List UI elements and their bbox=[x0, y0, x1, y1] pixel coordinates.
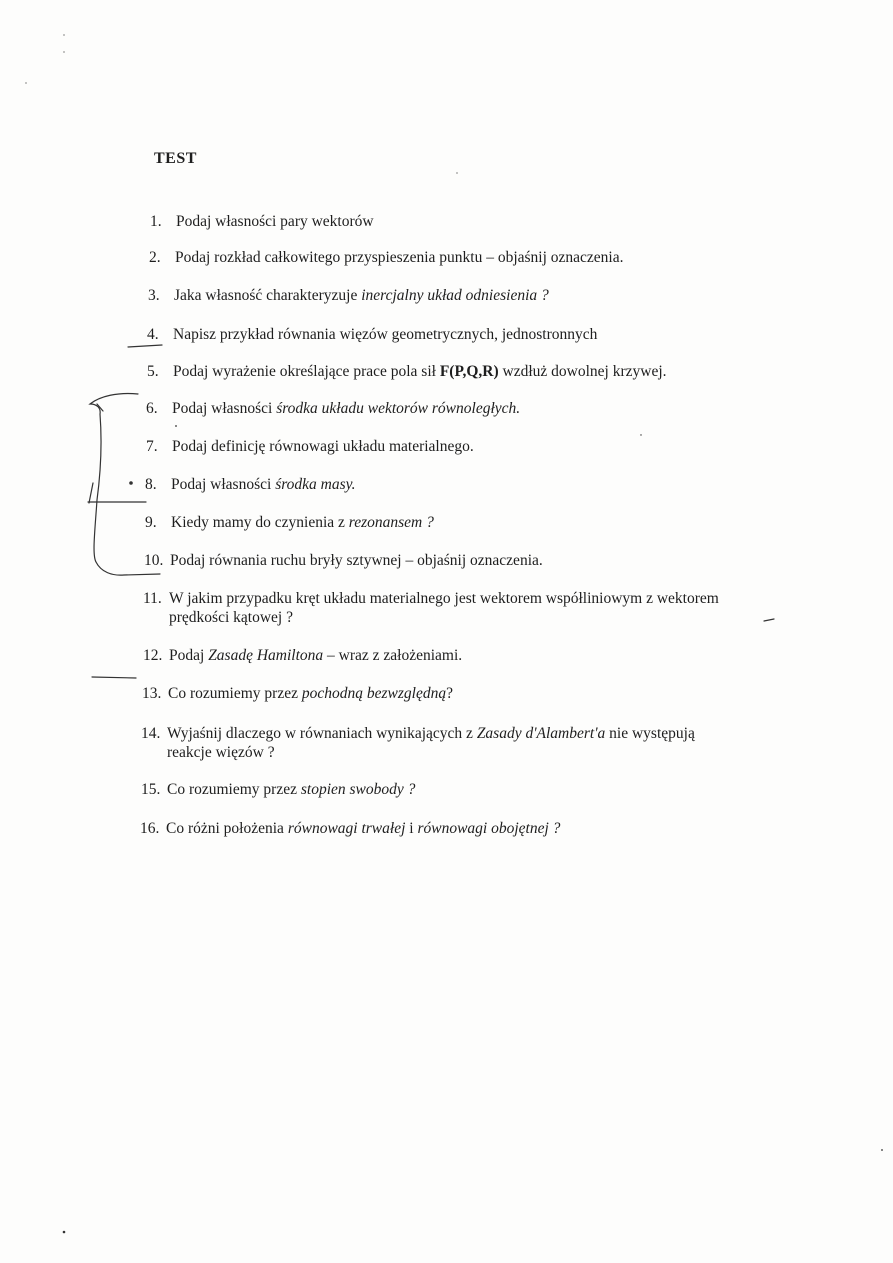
question-number: 11. bbox=[143, 590, 162, 607]
question-number: 12. bbox=[143, 647, 163, 664]
page-title: TEST bbox=[154, 150, 197, 167]
question-number: 4. bbox=[147, 326, 159, 343]
pen-tick-mark bbox=[89, 483, 93, 503]
pen-dash-mark bbox=[92, 677, 136, 678]
question-number: 13. bbox=[142, 685, 162, 702]
question-text: Co różni położenia równowagi trwałej i równowagi obojętnej ? bbox=[166, 820, 561, 837]
question-text: Kiedy mamy do czynienia z rezonansem ? bbox=[171, 514, 434, 531]
scan-speck bbox=[456, 172, 457, 173]
question-number: 14. bbox=[141, 725, 161, 742]
question-text: Napisz przykład równania więzów geometrycznych, jednostronnych bbox=[173, 326, 598, 343]
question-text-continued: reakcje więzów ? bbox=[167, 744, 275, 761]
question-number: 8. bbox=[145, 476, 157, 493]
question-number: 3. bbox=[148, 287, 160, 304]
question-number: 5. bbox=[147, 363, 159, 380]
scan-speck bbox=[881, 1149, 883, 1151]
question-text: W jakim przypadku kręt układu materialnego jest wektorem współliniowym z wektorem bbox=[169, 590, 719, 607]
question-text: Podaj rozkład całkowitego przyspieszenia punktu – objaśnij oznaczenia. bbox=[175, 249, 624, 266]
question-text: Podaj definicję równowagi układu materialnego. bbox=[172, 438, 474, 455]
scan-speck bbox=[640, 434, 641, 435]
scan-speck bbox=[63, 34, 64, 35]
question-number: 15. bbox=[141, 781, 161, 798]
question-text: Podaj własności środka układu wektorów równoległych. bbox=[172, 400, 521, 417]
question-number: 1. bbox=[150, 213, 162, 230]
question-number: 16. bbox=[140, 820, 160, 837]
question-text: Co rozumiemy przez stopien swobody ? bbox=[167, 781, 416, 798]
pen-dash-mark bbox=[764, 619, 774, 621]
question-text: Podaj Zasadę Hamiltona – wraz z założeniami. bbox=[169, 647, 463, 664]
scan-speck bbox=[63, 1231, 66, 1234]
question-number: 6. bbox=[146, 400, 158, 417]
scan-speck bbox=[175, 425, 177, 427]
question-text: Podaj wyrażenie określające prace pola sił F(P,Q,R) wzdłuż dowolnej krzywej. bbox=[173, 363, 667, 380]
scan-speck bbox=[63, 51, 64, 52]
question-text: Podaj własności środka masy. bbox=[171, 476, 356, 493]
question-text: Podaj równania ruchu bryły sztywnej – objaśnij oznaczenia. bbox=[170, 552, 543, 569]
pen-hook-mark bbox=[97, 404, 103, 411]
question-number: 7. bbox=[146, 438, 158, 455]
question-number: 10. bbox=[144, 552, 164, 569]
question-text: Podaj własności pary wektorów bbox=[176, 213, 374, 230]
question-number: 2. bbox=[149, 249, 161, 266]
scan-speck bbox=[25, 82, 26, 83]
pen-dot-mark bbox=[129, 481, 133, 485]
question-text: Co rozumiemy przez pochodną bezwzględną? bbox=[168, 685, 453, 702]
pen-dash-mark bbox=[128, 345, 162, 347]
question-text: Jaka własność charakteryzuje inercjalny układ odniesienia ? bbox=[174, 287, 549, 304]
question-text: Wyjaśnij dlaczego w równaniach wynikających z Zasady d'Alambert'a nie występują bbox=[167, 725, 695, 742]
question-text-continued: prędkości kątowej ? bbox=[169, 609, 293, 626]
question-number: 9. bbox=[145, 514, 157, 531]
